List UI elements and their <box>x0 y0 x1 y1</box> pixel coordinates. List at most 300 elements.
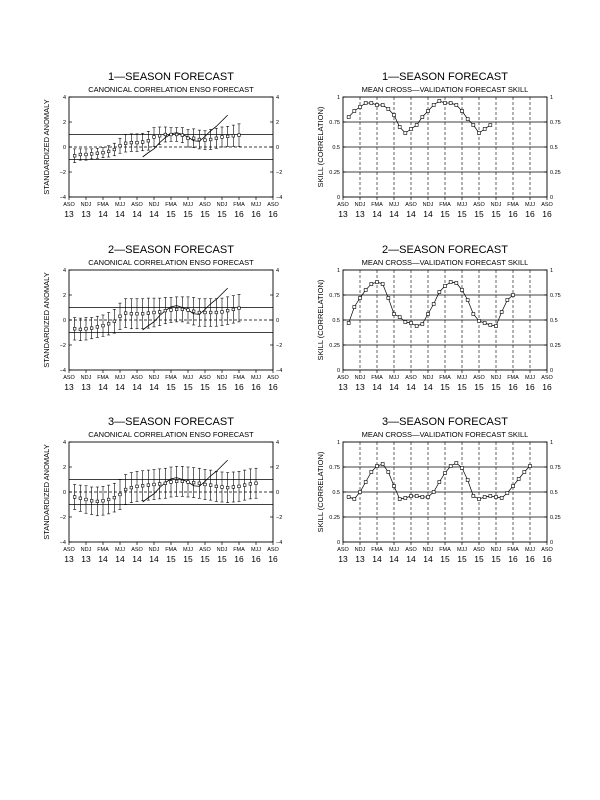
x-season-label: FMA <box>507 202 519 208</box>
forecast-point <box>141 484 144 487</box>
skill-point <box>461 467 464 470</box>
skill-point <box>347 116 350 119</box>
skill-point <box>444 285 447 288</box>
x-year-label: 15 <box>166 554 176 564</box>
forecast-point <box>198 138 201 141</box>
x-season-label: MJJ <box>388 202 400 208</box>
panel-subtitle: CANONICAL CORRELATION ENSO FORECAST <box>88 430 254 439</box>
x-year-label: 15 <box>457 382 467 392</box>
forecast-point <box>124 488 127 491</box>
forecast-point <box>79 497 82 500</box>
x-season-label: NDJ <box>80 375 92 381</box>
forecast-point <box>170 133 173 136</box>
panel-subtitle: CANONICAL CORRELATION ENSO FORECAST <box>88 258 254 267</box>
x-year-label: 14 <box>372 209 382 219</box>
y-tick-label-right: 0.25 <box>550 343 561 349</box>
y-tick-label-right: 0.5 <box>550 318 558 324</box>
forecast-point <box>130 486 133 489</box>
x-year-label: 14 <box>372 382 382 392</box>
forecast-point <box>204 139 207 142</box>
skill-point <box>472 124 475 127</box>
forecast-point <box>107 498 110 501</box>
skill-point <box>376 104 379 107</box>
skill-point <box>381 104 384 107</box>
x-year-label: 16 <box>251 554 261 564</box>
forecast-point <box>96 152 99 155</box>
skill-point <box>359 491 362 494</box>
x-season-label: NDJ <box>490 202 502 208</box>
skill-point <box>489 324 492 327</box>
x-year-label: 16 <box>251 209 261 219</box>
y-tick-label-right: −2 <box>276 170 283 176</box>
skill-point <box>398 498 401 501</box>
forecast-point <box>243 484 246 487</box>
x-year-label: 15 <box>200 554 210 564</box>
forecast-point <box>113 496 116 499</box>
forecast-point <box>164 133 167 136</box>
y-tick-label-right: 0 <box>550 368 554 374</box>
forecast-point <box>238 485 241 488</box>
skill-point <box>381 283 384 286</box>
forecast-point <box>90 153 93 156</box>
x-season-label: MJJ <box>524 375 536 381</box>
x-season-label: NDJ <box>148 202 160 208</box>
x-year-label: 16 <box>542 209 552 219</box>
skill-point <box>427 110 430 113</box>
x-season-label: NDJ <box>490 375 502 381</box>
panel-subtitle: MEAN CROSS—VALIDATION FORECAST SKILL <box>361 258 529 267</box>
y-tick-label-right: 0 <box>276 145 280 151</box>
x-season-label: FMA <box>439 547 451 553</box>
x-year-label: 16 <box>525 209 535 219</box>
x-year-label: 16 <box>268 554 278 564</box>
y-tick-label-right: −4 <box>276 195 283 201</box>
skill-point <box>472 495 475 498</box>
x-season-label: FMA <box>439 375 451 381</box>
forecast-point <box>147 484 150 487</box>
forecast-point <box>119 493 122 496</box>
forecast-point <box>107 150 110 153</box>
x-year-label: 15 <box>440 554 450 564</box>
skill-point <box>512 485 515 488</box>
skill-point <box>387 297 390 300</box>
y-tick-label-right: 2 <box>276 120 280 126</box>
skill-point <box>495 496 498 499</box>
skill-point <box>449 102 452 105</box>
x-year-label: 13 <box>355 382 365 392</box>
skill-point <box>376 465 379 468</box>
skill-point <box>466 299 469 302</box>
y-tick-label-left: 4 <box>62 440 66 446</box>
skill-point <box>500 311 503 314</box>
skill-point <box>353 498 356 501</box>
x-season-label: NDJ <box>354 375 366 381</box>
x-season-label: MJJ <box>388 375 400 381</box>
skill-point <box>483 496 486 499</box>
forecast-point <box>209 484 212 487</box>
y-tick-label-right: 0.25 <box>550 515 561 521</box>
x-season-label: ASO <box>131 202 143 208</box>
skill-point <box>347 322 350 325</box>
skill-point <box>370 471 373 474</box>
x-year-label: 15 <box>200 382 210 392</box>
x-season-label: FMA <box>165 547 177 553</box>
x-year-label: 15 <box>217 209 227 219</box>
x-season-label: NDJ <box>148 375 160 381</box>
skill-point <box>461 110 464 113</box>
skill-point <box>438 100 441 103</box>
y-tick-label-right: −2 <box>276 343 283 349</box>
x-season-label: ASO <box>541 202 553 208</box>
y-tick-label-right: 0.25 <box>550 170 561 176</box>
y-tick-label-left: 4 <box>62 268 66 274</box>
x-season-label: ASO <box>63 547 75 553</box>
skill-point <box>466 118 469 121</box>
skill-point <box>432 303 435 306</box>
x-season-label: NDJ <box>216 375 228 381</box>
forecast-point <box>124 142 127 145</box>
x-season-label: ASO <box>63 202 75 208</box>
y-tick-label-right: 0.5 <box>550 490 558 496</box>
x-year-label: 13 <box>338 209 348 219</box>
x-season-label: NDJ <box>422 547 434 553</box>
skill-point <box>410 495 413 498</box>
x-year-label: 14 <box>98 554 108 564</box>
skill-point <box>483 128 486 131</box>
x-year-label: 15 <box>474 554 484 564</box>
x-season-label: MJJ <box>114 202 126 208</box>
y-axis-label: STANDARDIZED ANOMALY <box>42 444 51 540</box>
y-tick-label-right: 0 <box>550 195 554 201</box>
x-year-label: 16 <box>508 554 518 564</box>
x-year-label: 15 <box>491 554 501 564</box>
x-year-label: 14 <box>423 554 433 564</box>
y-tick-label-right: 4 <box>276 95 280 101</box>
x-season-label: ASO <box>473 375 485 381</box>
y-tick-label-left: 0 <box>62 145 66 151</box>
skill-point <box>370 102 373 105</box>
forecast-point <box>192 481 195 484</box>
skill-point <box>438 291 441 294</box>
skill-point <box>421 116 424 119</box>
forecast-point <box>102 499 105 502</box>
forecast-point <box>226 486 229 489</box>
skill-point <box>398 316 401 319</box>
skill-point <box>455 282 458 285</box>
x-year-label: 14 <box>406 554 416 564</box>
x-season-label: ASO <box>131 547 143 553</box>
forecast-point <box>181 134 184 137</box>
x-season-label: NDJ <box>148 547 160 553</box>
forecast-point <box>153 136 156 139</box>
skill-point <box>529 465 532 468</box>
x-season-label: FMA <box>507 547 519 553</box>
skill-point <box>466 479 469 482</box>
x-season-label: ASO <box>337 375 349 381</box>
x-year-label: 16 <box>234 382 244 392</box>
forecast-point <box>238 134 241 137</box>
x-season-label: MJJ <box>456 202 468 208</box>
forecast-point <box>232 134 235 137</box>
x-year-label: 14 <box>149 382 159 392</box>
y-tick-label-right: 4 <box>276 440 280 446</box>
skill-point <box>455 104 458 107</box>
forecast-point <box>221 136 224 139</box>
x-year-label: 16 <box>508 209 518 219</box>
y-tick-label-right: 0 <box>276 318 280 324</box>
y-tick-label-left: 0 <box>62 318 66 324</box>
panel-subtitle: CANONICAL CORRELATION ENSO FORECAST <box>88 85 254 94</box>
y-tick-label-left: −4 <box>59 195 66 201</box>
skill-point <box>387 108 390 111</box>
forecast-point <box>113 148 116 151</box>
y-tick-label-right: 0 <box>550 540 554 546</box>
forecast-point <box>153 311 156 314</box>
x-year-label: 14 <box>132 554 142 564</box>
x-season-label: FMA <box>165 202 177 208</box>
skill-point <box>347 496 350 499</box>
y-tick-label-right: 4 <box>276 268 280 274</box>
skill-point <box>444 102 447 105</box>
x-season-label: ASO <box>199 547 211 553</box>
x-season-label: ASO <box>541 375 553 381</box>
forecast-point <box>119 144 122 147</box>
skill-point <box>353 306 356 309</box>
x-season-label: ASO <box>337 547 349 553</box>
x-season-label: NDJ <box>80 547 92 553</box>
forecast-point <box>85 498 88 501</box>
skill-point <box>432 104 435 107</box>
y-tick-label-left: 2 <box>62 120 66 126</box>
x-year-label: 13 <box>64 382 74 392</box>
forecast-point <box>164 482 167 485</box>
x-year-label: 14 <box>115 382 125 392</box>
forecast-point <box>113 320 116 323</box>
x-year-label: 16 <box>508 382 518 392</box>
forecast-point <box>175 308 178 311</box>
y-tick-label-right: 1 <box>550 95 554 101</box>
x-season-label: FMA <box>507 375 519 381</box>
skill-point <box>376 281 379 284</box>
x-year-label: 15 <box>474 382 484 392</box>
x-year-label: 14 <box>423 209 433 219</box>
skill-point <box>398 126 401 129</box>
y-tick-label-right: 2 <box>276 293 280 299</box>
skill-point <box>404 321 407 324</box>
y-tick-label-left: −4 <box>59 540 66 546</box>
forecast-point <box>79 153 82 156</box>
forecast-point <box>175 480 178 483</box>
x-year-label: 16 <box>542 554 552 564</box>
forecast-point <box>175 133 178 136</box>
x-year-label: 15 <box>440 382 450 392</box>
x-season-label: MJJ <box>250 547 262 553</box>
y-tick-label-left: 0 <box>62 490 66 496</box>
panel-title: 3—SEASON FORECAST <box>108 416 234 428</box>
x-season-label: ASO <box>267 375 279 381</box>
x-season-label: ASO <box>131 375 143 381</box>
forecast-point <box>209 138 212 141</box>
skill-point <box>410 128 413 131</box>
x-year-label: 14 <box>423 382 433 392</box>
forecast-point <box>90 327 93 330</box>
skill-point <box>478 498 481 501</box>
x-year-label: 15 <box>183 554 193 564</box>
skill-point <box>461 289 464 292</box>
y-tick-label-right: −4 <box>276 368 283 374</box>
y-tick-label-right: 0.75 <box>550 120 561 126</box>
x-season-label: FMA <box>165 375 177 381</box>
x-year-label: 13 <box>81 382 91 392</box>
y-tick-label-left: 0.75 <box>329 465 340 471</box>
skill-point <box>506 492 509 495</box>
forecast-point <box>249 483 252 486</box>
x-season-label: NDJ <box>490 547 502 553</box>
forecast-point <box>124 312 127 315</box>
skill-point <box>489 495 492 498</box>
x-year-label: 15 <box>440 209 450 219</box>
forecast-point <box>102 324 105 327</box>
x-season-label: ASO <box>405 375 417 381</box>
x-year-label: 16 <box>542 382 552 392</box>
forecast-point <box>79 328 82 331</box>
x-season-label: ASO <box>337 202 349 208</box>
y-tick-label-left: 0 <box>336 540 340 546</box>
x-season-label: FMA <box>371 375 383 381</box>
x-year-label: 15 <box>217 382 227 392</box>
forecast-point <box>170 481 173 484</box>
x-year-label: 14 <box>115 209 125 219</box>
panel-subtitle: MEAN CROSS—VALIDATION FORECAST SKILL <box>361 85 529 94</box>
skill-point <box>410 322 413 325</box>
y-tick-label-left: 0.25 <box>329 515 340 521</box>
skill-point <box>404 132 407 135</box>
y-tick-label-left: 0.5 <box>332 490 340 496</box>
skill-point <box>404 497 407 500</box>
x-year-label: 15 <box>457 554 467 564</box>
x-year-label: 14 <box>115 554 125 564</box>
forecast-point <box>255 482 258 485</box>
x-season-label: NDJ <box>216 547 228 553</box>
skill-point <box>415 495 418 498</box>
x-season-label: MJJ <box>388 547 400 553</box>
y-tick-label-left: 0 <box>336 368 340 374</box>
forecast-point <box>147 139 150 142</box>
panel-title: 2—SEASON FORECAST <box>108 244 234 256</box>
skill-point <box>432 491 435 494</box>
y-tick-label-right: 1 <box>550 268 554 274</box>
forecast-point <box>73 496 76 499</box>
x-season-label: ASO <box>63 375 75 381</box>
x-season-label: MJJ <box>250 202 262 208</box>
x-year-label: 15 <box>166 209 176 219</box>
x-year-label: 13 <box>81 554 91 564</box>
skill-point <box>500 497 503 500</box>
skill-point <box>393 485 396 488</box>
x-season-label: NDJ <box>216 202 228 208</box>
forecast-point <box>170 309 173 312</box>
x-year-label: 14 <box>406 382 416 392</box>
forecast-point <box>136 312 139 315</box>
skill-point <box>472 313 475 316</box>
x-season-label: FMA <box>233 202 245 208</box>
x-year-label: 15 <box>474 209 484 219</box>
forecast-point <box>141 141 144 144</box>
forecast-point <box>198 311 201 314</box>
forecast-point <box>209 311 212 314</box>
skill-point <box>421 496 424 499</box>
y-tick-label-right: 0 <box>276 490 280 496</box>
skill-point <box>359 297 362 300</box>
forecast-point <box>204 311 207 314</box>
skill-point <box>370 283 373 286</box>
x-year-label: 16 <box>268 382 278 392</box>
x-year-label: 14 <box>132 382 142 392</box>
x-year-label: 15 <box>200 209 210 219</box>
x-year-label: 13 <box>338 554 348 564</box>
x-season-label: FMA <box>97 375 109 381</box>
forecast-point <box>102 151 105 154</box>
y-tick-label-left: 0.5 <box>332 145 340 151</box>
forecast-point <box>73 154 76 157</box>
x-season-label: ASO <box>405 547 417 553</box>
forecast-point <box>187 309 190 312</box>
x-season-label: MJJ <box>114 375 126 381</box>
x-season-label: ASO <box>473 547 485 553</box>
forecast-point <box>221 311 224 314</box>
y-tick-label-left: −4 <box>59 368 66 374</box>
x-season-label: NDJ <box>80 202 92 208</box>
y-tick-label-right: −4 <box>276 540 283 546</box>
forecast-point <box>226 135 229 138</box>
x-season-label: ASO <box>541 547 553 553</box>
forecast-point <box>164 309 167 312</box>
y-tick-label-left: 0.5 <box>332 318 340 324</box>
x-year-label: 16 <box>234 554 244 564</box>
y-tick-label-right: 1 <box>550 440 554 446</box>
y-axis-label: STANDARDIZED ANOMALY <box>42 272 51 368</box>
skill-point <box>483 322 486 325</box>
x-season-label: NDJ <box>354 547 366 553</box>
x-year-label: 13 <box>64 554 74 564</box>
skill-point <box>506 299 509 302</box>
forecast-point <box>181 308 184 311</box>
panel-title: 2—SEASON FORECAST <box>382 244 508 256</box>
y-tick-label-left: 0.25 <box>329 343 340 349</box>
x-year-label: 16 <box>234 209 244 219</box>
x-season-label: FMA <box>371 202 383 208</box>
x-season-label: MJJ <box>182 202 194 208</box>
x-season-label: ASO <box>267 202 279 208</box>
skill-point <box>444 472 447 475</box>
forecast-point <box>187 137 190 140</box>
forecast-point <box>192 310 195 313</box>
y-tick-label-left: 4 <box>62 95 66 101</box>
skill-point <box>449 281 452 284</box>
skill-point <box>478 132 481 135</box>
x-season-label: MJJ <box>182 547 194 553</box>
x-season-label: ASO <box>199 375 211 381</box>
x-year-label: 15 <box>457 209 467 219</box>
skill-point <box>393 313 396 316</box>
forecast-point <box>158 483 161 486</box>
y-tick-label-left: 0.25 <box>329 170 340 176</box>
skill-point <box>359 106 362 109</box>
x-year-label: 16 <box>525 554 535 564</box>
x-season-label: MJJ <box>456 375 468 381</box>
y-tick-label-left: 1 <box>336 268 340 274</box>
y-axis-label: STANDARDIZED ANOMALY <box>42 99 51 195</box>
